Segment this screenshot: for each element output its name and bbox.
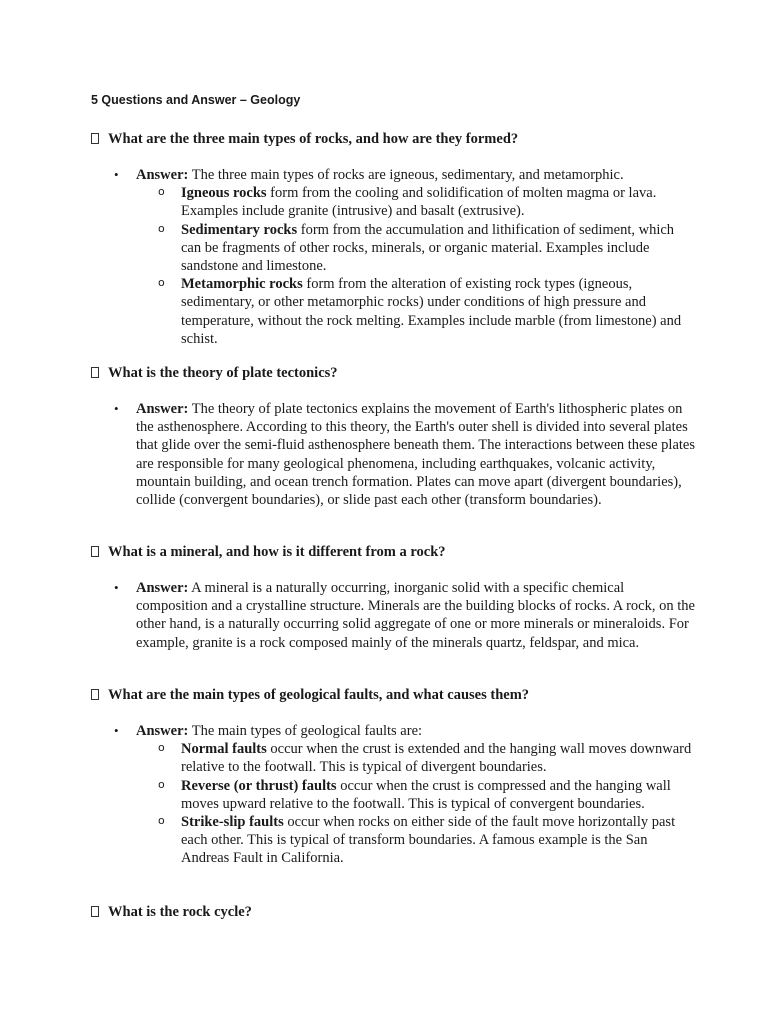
answer-3-text: A mineral is a naturally occurring, inorganic solid with a specific chemical composition and a crystalline structure. Minerals are the building blocks of rocks. A rock, on the other hand, is a naturally occurring solid aggregate of one or more minerals or mineraloids. For example, granite is a rock composed mainly of the minerals quartz, feldspar, and mica. bbox=[136, 580, 695, 651]
answer-1-sub-list bbox=[136, 184, 696, 348]
sub-bullet-icon: o bbox=[158, 276, 165, 290]
sub-bullet-icon: o bbox=[158, 814, 165, 828]
list-item bbox=[158, 813, 696, 868]
question-checkbox-icon bbox=[91, 906, 99, 917]
question-2-text: What is the theory of plate tectonics? bbox=[108, 365, 338, 381]
sub-bullet-icon: o bbox=[158, 185, 165, 199]
list-item bbox=[158, 275, 696, 348]
sub-item-text: form from the cooling and solidification of molten magma or lava. Examples include granite (intrusive) and basalt (extrusive). bbox=[181, 185, 657, 220]
sub-item-term: Normal faults bbox=[181, 741, 267, 758]
answer-2-text: The theory of plate tectonics explains the movement of Earth's lithospheric plates on the asthenosphere. According to this theory, the Earth's outer shell is divided into several plates that glide over the semi-fluid asthenosphere beneath them. The interactions between these plates are responsible for many geological phenomena, including earthquakes, volcanic activity, mountain building, and ocean trench formation. Plates can move apart (divergent boundaries), collide (convergent boundaries), or slide past each other (transform boundaries). bbox=[136, 401, 696, 509]
answer-3-label: Answer: bbox=[136, 580, 189, 596]
question-5-heading bbox=[91, 903, 252, 921]
question-checkbox-icon bbox=[91, 689, 99, 700]
question-checkbox-icon bbox=[91, 546, 99, 557]
answer-2-block bbox=[114, 400, 696, 509]
answer-4-block bbox=[114, 722, 696, 868]
sub-bullet-icon: o bbox=[158, 221, 165, 235]
question-checkbox-icon bbox=[91, 367, 99, 378]
sub-bullet-icon: o bbox=[158, 741, 165, 755]
question-3-text: What is a mineral, and how is it different from a rock? bbox=[108, 544, 446, 560]
answer-4-paragraph bbox=[114, 722, 696, 740]
answer-3-paragraph bbox=[114, 579, 696, 652]
bullet-icon: • bbox=[114, 723, 119, 738]
bullet-icon: • bbox=[114, 167, 119, 182]
sub-bullet-icon: o bbox=[158, 777, 165, 791]
question-5-text: What is the rock cycle? bbox=[108, 904, 252, 920]
answer-1-block bbox=[114, 166, 696, 348]
question-3-heading bbox=[91, 543, 446, 561]
sub-item-text: occur when the crust is extended and the hanging wall moves downward relative to the footwall. This is typical of divergent boundaries. bbox=[181, 741, 692, 776]
answer-1-paragraph bbox=[114, 166, 696, 184]
document-title: 5 Questions and Answer – Geology bbox=[91, 93, 301, 107]
sub-item-text: occur when rocks on either side of the fault move horizontally past each other. This is typical of transform boundaries. A famous example is the San Andreas Fault in California. bbox=[181, 814, 676, 867]
answer-1-label: Answer: bbox=[136, 167, 189, 183]
answer-2-label: Answer: bbox=[136, 401, 189, 417]
sub-item-text: form from the accumulation and lithification of sediment, which can be fragments of other rocks, minerals, or organic material. Examples include sandstone and limestone. bbox=[181, 221, 675, 275]
sub-item-term: Reverse (or thrust) faults bbox=[181, 777, 337, 794]
answer-4-label: Answer: bbox=[136, 723, 189, 739]
list-item bbox=[158, 777, 696, 813]
sub-item-text: form from the alteration of existing rock types (igneous, sedimentary, or other metamorphic rocks) under conditions of high pressure and temperature, without the rock melting. Examples include marble (from limestone) and schist. bbox=[181, 276, 682, 347]
answer-1-text: The three main types of rocks are igneous, sedimentary, and metamorphic. bbox=[188, 167, 624, 183]
sub-item-text: occur when the crust is compressed and the hanging wall moves upward relative to the footwall. This is typical of convergent boundaries. bbox=[181, 777, 671, 812]
answer-3-block bbox=[114, 579, 696, 652]
list-item bbox=[158, 184, 696, 220]
sub-item-term: Sedimentary rocks bbox=[181, 221, 298, 238]
question-4-text: What are the main types of geological faults, and what causes them? bbox=[108, 687, 530, 703]
question-1-text: What are the three main types of rocks, and how are they formed? bbox=[108, 131, 519, 147]
answer-4-sub-list bbox=[136, 740, 696, 867]
question-1-heading bbox=[91, 130, 518, 148]
list-item bbox=[158, 740, 696, 776]
question-2-heading bbox=[91, 364, 338, 382]
sub-item-term: Metamorphic rocks bbox=[181, 276, 303, 293]
question-checkbox-icon bbox=[91, 133, 99, 144]
answer-4-text: The main types of geological faults are: bbox=[188, 723, 423, 739]
bullet-icon: • bbox=[114, 580, 119, 595]
bullet-icon: • bbox=[114, 401, 119, 416]
question-4-heading bbox=[91, 686, 529, 704]
sub-item-term: Igneous rocks bbox=[181, 185, 267, 202]
list-item bbox=[158, 221, 696, 276]
sub-item-term: Strike-slip faults bbox=[181, 814, 284, 831]
answer-2-paragraph bbox=[114, 400, 696, 509]
